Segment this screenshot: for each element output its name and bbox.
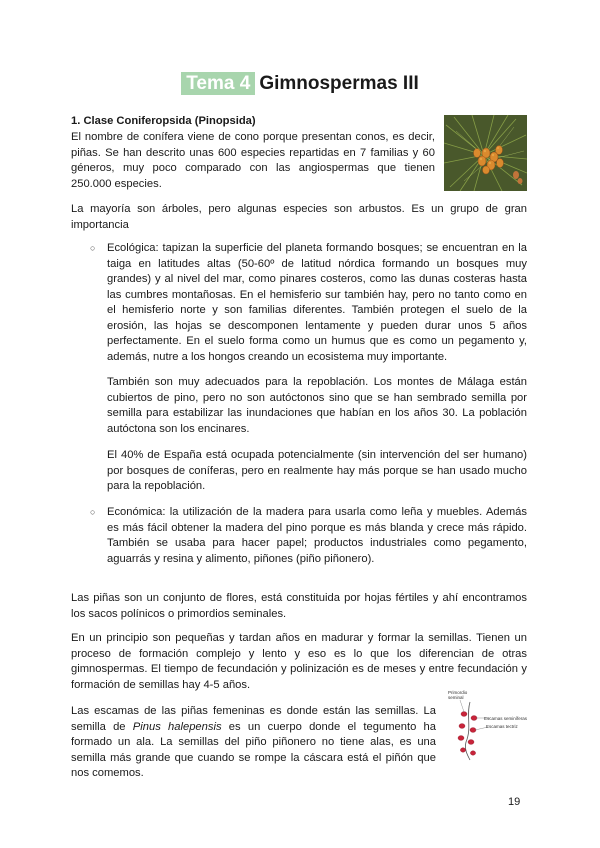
paragraph-formacion: En un principio son pequeñas y tardan años en madurar y formar la semillas. Tienen un proceso de formación complejo y lento y eso es lo que los diferencian de otras gimnospermas. El tiempo de fecundación y polinización es de meses y entre fecundación y formación de semillas hay 4-5 años.	[71, 632, 527, 691]
page-title	[0, 73, 600, 95]
species-name: Pinus halepensis	[132, 720, 222, 733]
bullet-ecologica: Ecológica: tapizan la superficie del planeta formando bosques; se encuentran en la taiga en latitudes altas (50-60º de latitud nórdica formando un bosques muy grandes) y al nivel del mar, como pinares costeros, como las dunas costeras hasta las cumbres montañosas. En el hemisferio sur también hay, pero no tanto como en el hemisferio norte y son familias diferentes. También protegen el suelo de la erosión, las hojas se descomponen lentamente y pueden durar unos 5 años perfectamente. En el suelo forma como un humus que es como un pegamento y, además, nutre a los hongos creando un ecosistema muy importante.	[107, 242, 527, 363]
section-heading: 1. Clase Coniferopsida (Pinopsida)	[71, 115, 256, 127]
paragraph-importance: La mayoría son árboles, pero algunas especies son arbustos. Es un grupo de gran importancia	[71, 203, 527, 231]
bullet-ecologica-espana: El 40% de España está ocupada potencialmente (sin intervención del ser humano) por bosques de coníferas, pero en realmente hay más porque se han usado mucho para la repoblación.	[107, 449, 527, 492]
bullet-ecologica-repoblacion: También son muy adecuados para la repoblación. Los montes de Málaga están cubiertos de pino, pero no son autóctonos sino que se han sembrado semilla por semilla para estabilizar las inundaciones que habían en los años 30. La población autóctona son los encinares.	[107, 376, 527, 435]
page-number: 19	[508, 796, 521, 808]
bullet-economica: Económica: la utilización de la madera para usarla como leña y muebles. Además es más fácil obtener la madera del pino porque es más blanda y crece más rápido. También se usaba para hacer papel; productos industriales como pegamento, aguarrás y resina y alimento, piñones (piño piñonero).	[107, 506, 527, 565]
label-escamas-seminiferas: Escamas seminíferas	[484, 716, 528, 721]
label-escamas-tectriz: Escamas tectriz	[486, 724, 518, 729]
pine-cone-photo	[444, 115, 527, 191]
chapter-title: Gimnospermas III	[259, 73, 419, 94]
paragraph-escamas: Las escamas de las piñas femeninas es donde están las semillas. La semilla de Pinus halepensis es un cuerpo donde el tegumento ha formado un ala. La semillas del piño piñonero no tiene alas, es una semilla más grande que cuando se rompe la cáscara está el piñón que nos comemos.	[71, 705, 436, 779]
bullet-circle-icon: ○	[90, 507, 96, 517]
chapter-tag: Tema 4	[181, 72, 255, 95]
seed-scale-diagram	[448, 690, 528, 762]
paragraph-pinas: Las piñas son un conjunto de flores, está constituida por hojas fértiles y ahí encontramos los sacos polínicos o primordios seminales.	[71, 592, 527, 620]
label-primordio: Primordio seminal	[448, 690, 468, 700]
intro-paragraph: El nombre de conífera viene de cono porque presentan conos, es decir, piñas. Se han descrito unas 600 especies repartidas en 7 familias y 60 géneros, muy poco comparado con las angiospermas que tienen 250.000 especies.	[71, 131, 435, 190]
bullet-circle-icon: ○	[90, 243, 96, 253]
